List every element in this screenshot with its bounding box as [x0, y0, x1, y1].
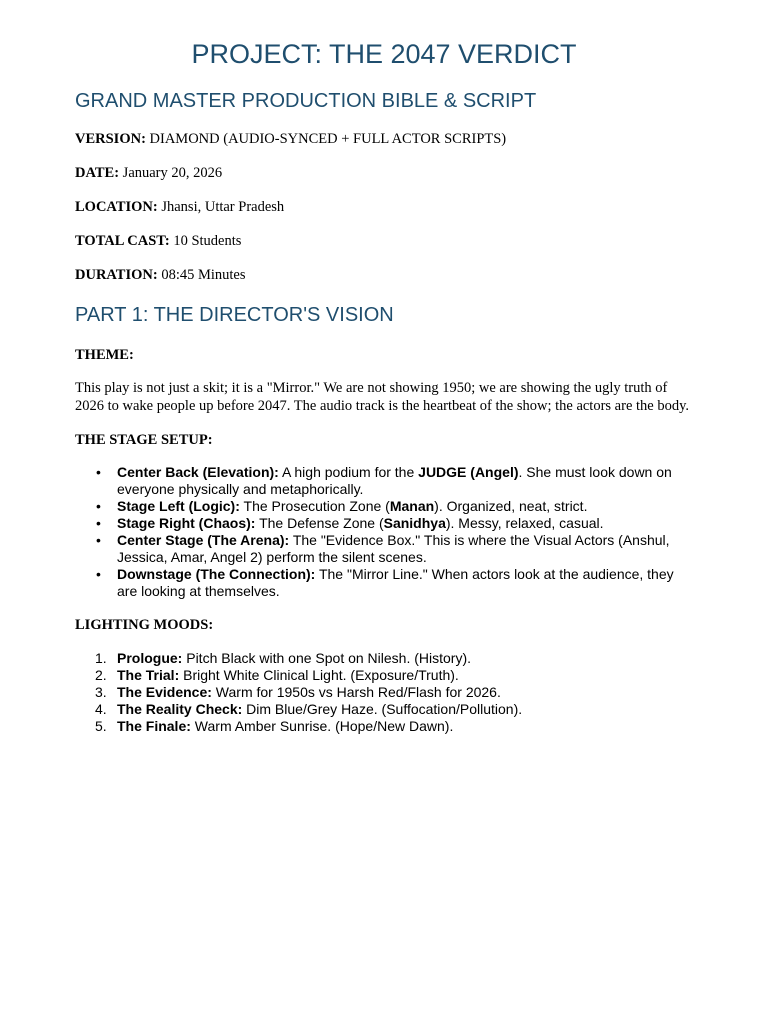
meta-value: 08:45 Minutes [161, 267, 246, 283]
meta-value: January 20, 2026 [122, 165, 223, 181]
bullet-icon: • [96, 566, 101, 582]
theme-label: THEME: [75, 347, 134, 363]
meta-date [75, 164, 693, 182]
part1-heading: PART 1: THE DIRECTOR'S VISION [75, 304, 394, 326]
list-number: 5. [95, 718, 107, 734]
list-item-text: Warm for 1950s vs Harsh Red/Flash for 2026. [211, 684, 501, 700]
list-item [96, 515, 693, 532]
list-item-term: The Evidence: [117, 684, 212, 700]
list-number: 1. [95, 650, 107, 666]
list-item-term: Downstage (The Connection): [117, 566, 316, 582]
list-item [95, 667, 693, 684]
list-item-term: Prologue: [117, 650, 183, 666]
meta-location [75, 198, 693, 216]
meta-version [75, 130, 693, 148]
list-item-text: ). Messy, relaxed, casual. [445, 515, 604, 531]
list-item-term: The Reality Check: [117, 701, 243, 717]
meta-label: DATE: [75, 165, 120, 181]
list-item [96, 464, 693, 498]
meta-label: DURATION: [75, 267, 158, 283]
list-item [95, 684, 693, 701]
lighting-moods-label: LIGHTING MOODS: [75, 617, 214, 633]
document-title: PROJECT: THE 2047 VERDICT [191, 39, 577, 69]
meta-duration [75, 266, 693, 284]
stage-setup-label: THE STAGE SETUP: [75, 432, 213, 448]
theme-text: This play is not just a skit; it is a "Mirror." We are not showing 1950; we are showing the ugly truth of 2026 to wake people up before 2047. The audio track is the heartbeat of the show; the actors are the body. [75, 380, 690, 414]
list-item-text: The Prosecution Zone ( [239, 498, 390, 514]
list-item-text: ). Organized, neat, strict. [434, 498, 588, 514]
meta-label: VERSION: [75, 131, 146, 147]
list-item [95, 701, 693, 718]
list-item-term: Center Stage (The Arena): [117, 532, 290, 548]
meta-value: DIAMOND (AUDIO-SYNCED + FULL ACTOR SCRIPTS) [149, 131, 507, 147]
document-page [75, 0, 693, 735]
list-item [96, 498, 693, 515]
stage-setup-list [75, 464, 693, 600]
list-item-text: Pitch Black with one Spot on Nilesh. (History). [182, 650, 472, 666]
list-item-text: Warm Amber Sunrise. (Hope/New Dawn). [190, 718, 454, 734]
meta-total-cast [75, 232, 693, 250]
meta-label: LOCATION: [75, 199, 158, 215]
bullet-icon: • [96, 532, 101, 548]
list-item [95, 650, 693, 667]
list-item-term: The Finale: [117, 718, 191, 734]
list-number: 4. [95, 701, 107, 717]
list-item-text: The Defense Zone ( [255, 515, 384, 531]
list-item-text: . She must look down on everyone physically and metaphorically. [117, 464, 672, 497]
list-item-term: Stage Left (Logic): [117, 498, 240, 514]
list-item-text: The "Mirror Line." When actors look at the audience, they are looking at themselves. [117, 566, 674, 599]
bullet-icon: • [96, 515, 101, 531]
list-item-emphasis: Sanidhya [383, 515, 446, 531]
list-item [96, 566, 693, 600]
lighting-moods-list [75, 650, 693, 735]
list-item-emphasis: Manan [389, 498, 435, 514]
meta-label: TOTAL CAST: [75, 233, 170, 249]
list-item [96, 532, 693, 566]
list-item [95, 718, 693, 735]
list-item-text: The "Evidence Box." This is where the Visual Actors (Anshul, Jessica, Amar, Angel 2) perform the silent scenes. [117, 532, 670, 565]
list-item-text: A high podium for the [278, 464, 419, 480]
meta-value: 10 Students [173, 233, 242, 249]
list-item-term: Stage Right (Chaos): [117, 515, 256, 531]
meta-value: Jhansi, Uttar Pradesh [161, 199, 285, 215]
list-item-term: The Trial: [117, 667, 180, 683]
list-number: 2. [95, 667, 107, 683]
list-number: 3. [95, 684, 107, 700]
list-item-text: Bright White Clinical Light. (Exposure/Truth). [179, 667, 459, 683]
list-item-emphasis: JUDGE (Angel) [418, 464, 519, 480]
list-item-term: Center Back (Elevation): [117, 464, 279, 480]
document-subtitle: GRAND MASTER PRODUCTION BIBLE & SCRIPT [75, 90, 537, 112]
list-item-text: Dim Blue/Grey Haze. (Suffocation/Pollution). [242, 701, 523, 717]
bullet-icon: • [96, 464, 101, 480]
bullet-icon: • [96, 498, 101, 514]
